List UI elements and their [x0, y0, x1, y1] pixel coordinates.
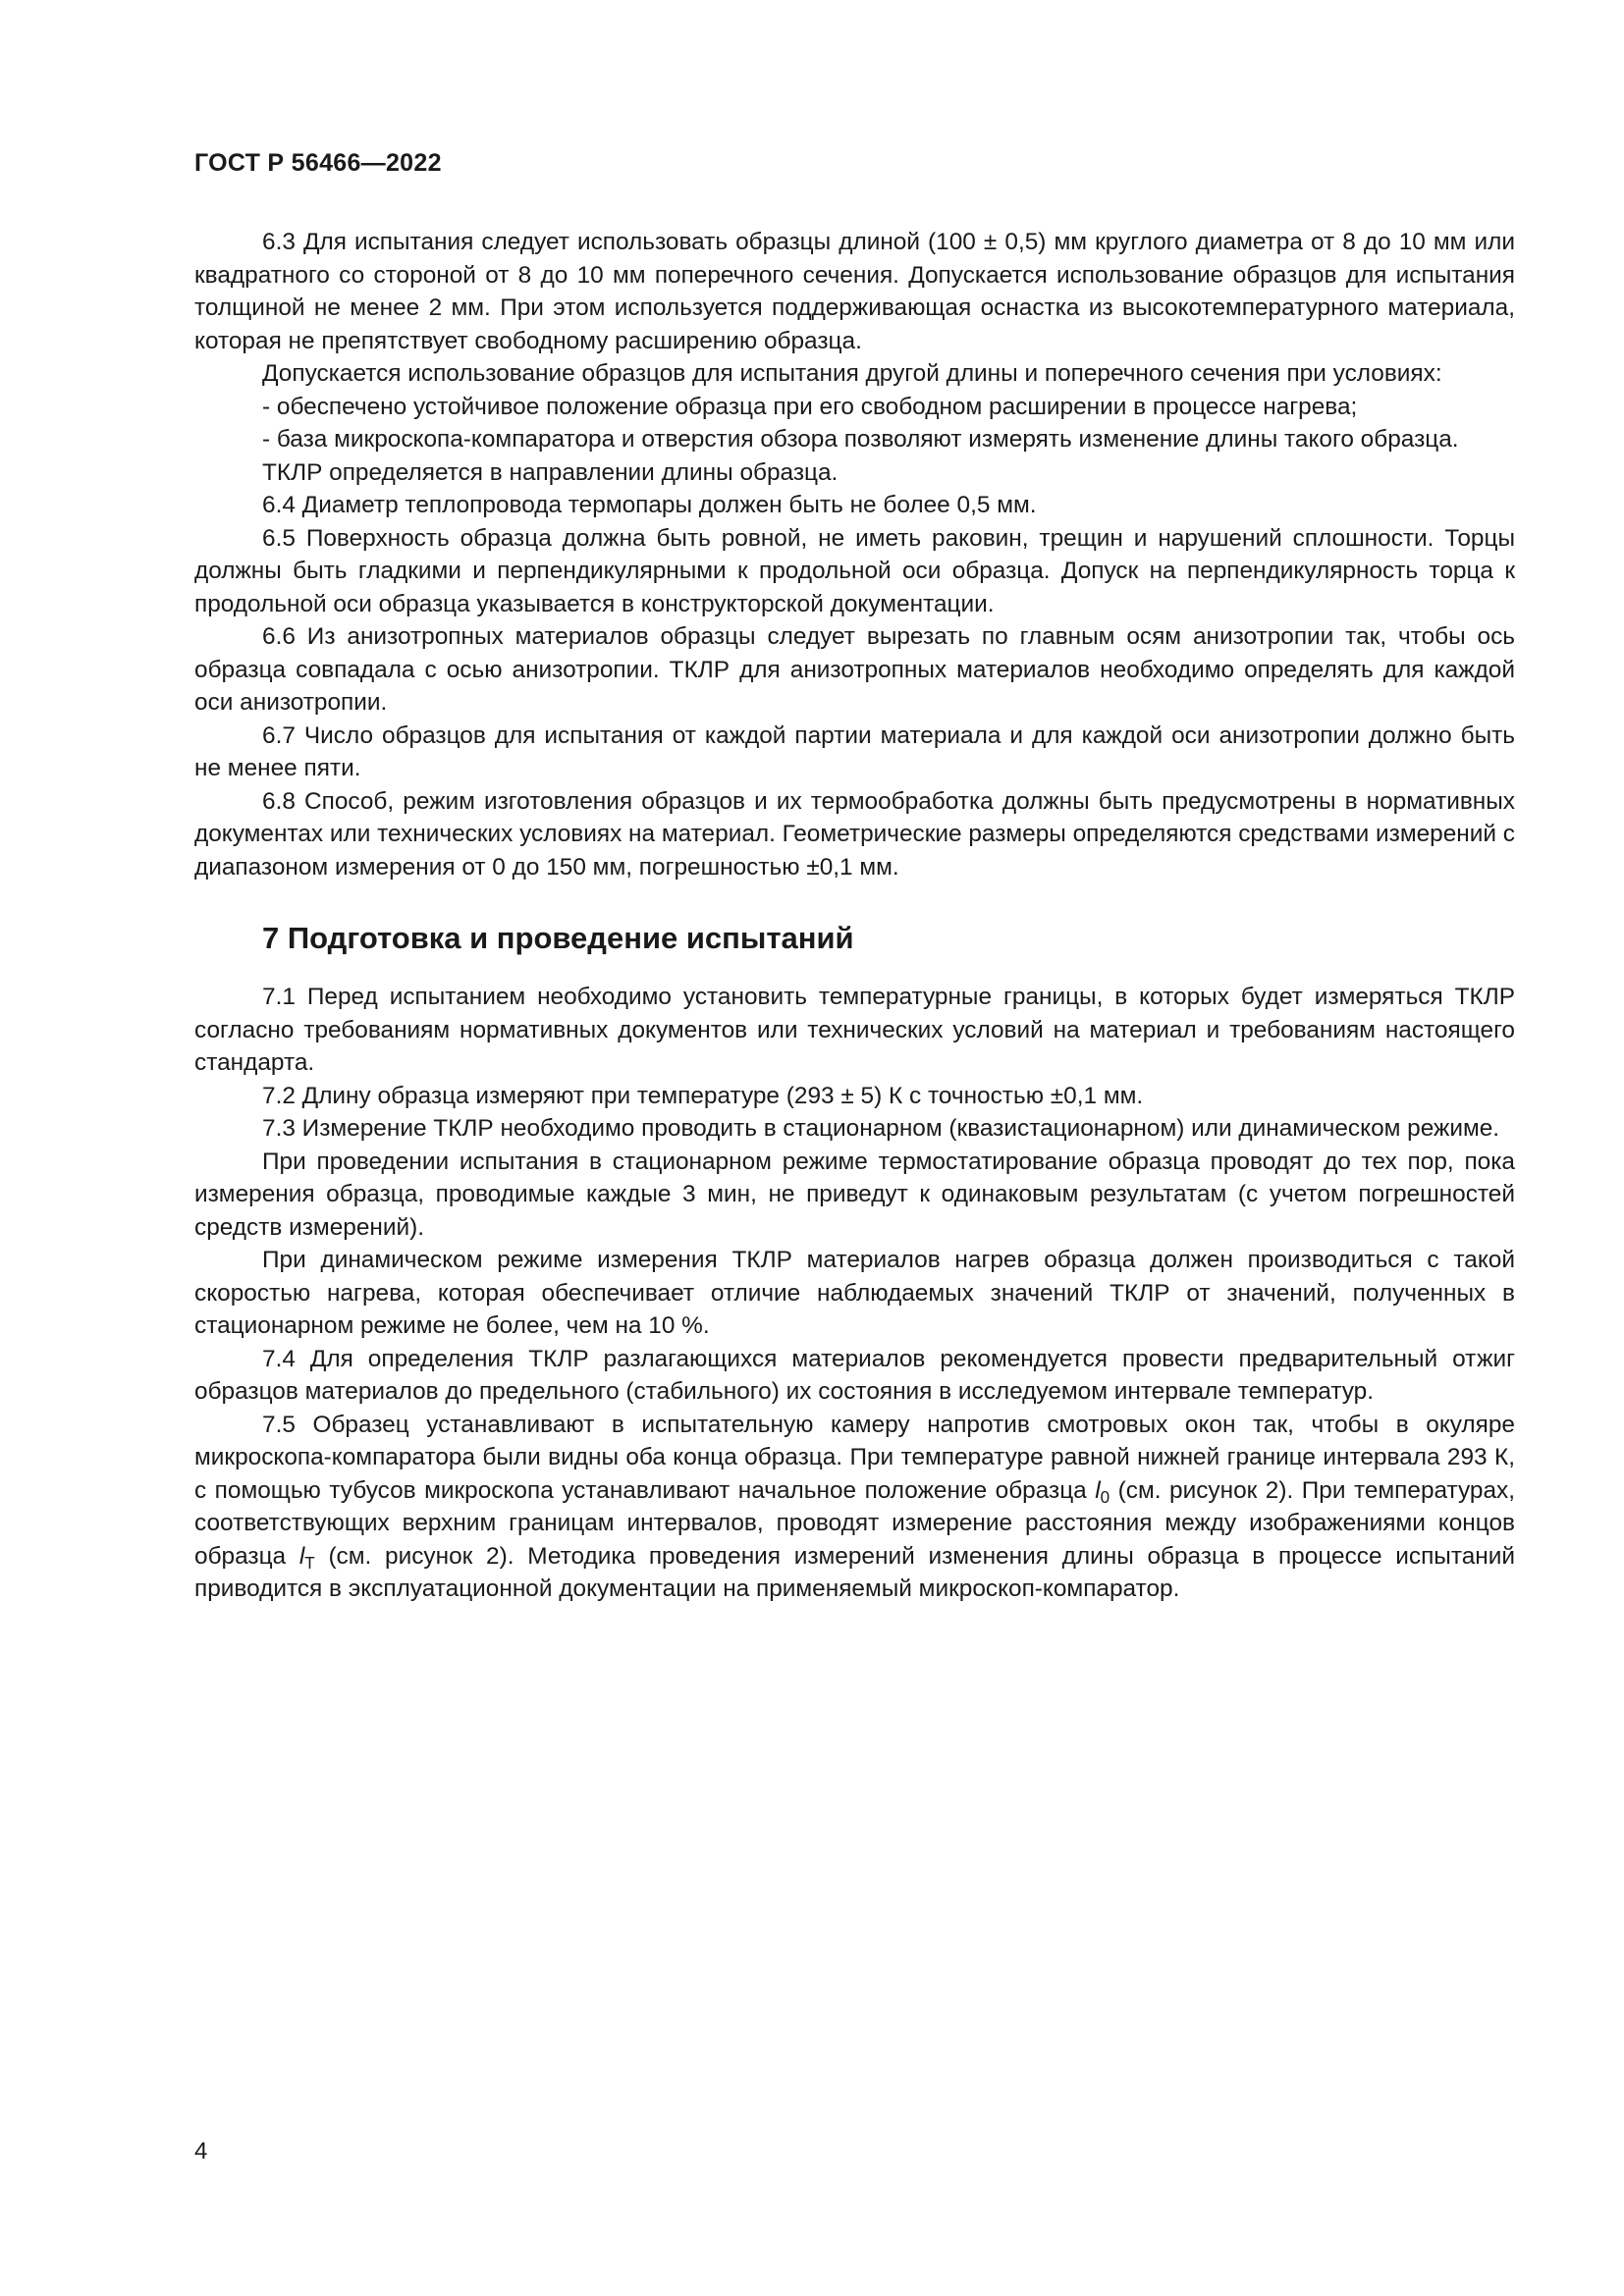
- paragraph-7-4: 7.4 Для определения ТКЛР разлагающихся материалов рекомендуется провести предварительный отжиг образцов материалов до предельного (стабильного) их состояния в исследуемом интервале температур.: [194, 1345, 1515, 1405]
- symbol-l-initial: l: [1095, 1476, 1101, 1504]
- paragraph-6-4: 6.4 Диаметр теплопровода термопары должен быть не более 0,5 мм.: [262, 492, 1037, 518]
- list-item-stable-position: - обеспечено устойчивое положение образца при его свободном расширении в процессе нагрева;: [262, 393, 1358, 420]
- paragraph-7-5: [194, 1409, 1515, 1606]
- paragraph-7-5-part-c: (см. рисунок 2). Методика проведения измерений изменения длины образца в процессе испытаний приводится в эксплуатационной документации на применяемый микроскоп-компаратор.: [194, 1542, 1515, 1602]
- subscript-t: T: [304, 1553, 315, 1573]
- paragraph-7-3: 7.3 Измерение ТКЛР необходимо проводить в стационарном (квазистационарном) или динамическом режиме.: [262, 1115, 1500, 1142]
- paragraph-6-8: 6.8 Способ, режим изготовления образцов и их термообработка должны быть предусмотрены в нормативных документах или технических условиях на материал. Геометрические размеры определяются средствами измерений с диапазоном измерения от 0 до 150 мм, погрешностью ±0,1 мм.: [194, 787, 1515, 881]
- document-code-header: ГОСТ Р 56466—2022: [194, 149, 442, 177]
- page-number: 4: [194, 2138, 208, 2164]
- paragraph-7-3-dynamic: При динамическом режиме измерения ТКЛР материалов нагрев образца должен производиться с такой скоростью нагрева, которая обеспечивает отличие наблюдаемых значений ТКЛР от значений, полученных в стационарном режиме не более, чем на 10 %.: [194, 1247, 1515, 1339]
- section-7-heading: 7 Подготовка и проведение испытаний: [262, 921, 854, 955]
- paragraph-7-5-part-a: 7.5 Образец устанавливают в испытательную камеру напротив смотровых окон так, чтобы в окуляре микроскопа-компаратора были видны оба конца образца. При температуре равной нижней границе интервала 293 К, с помощью тубусов микроскопа устанавливают начальное положение образца: [194, 1411, 1515, 1504]
- document-page: [194, 0, 1515, 2296]
- paragraph-6-5: 6.5 Поверхность образца должна быть ровной, не иметь раковин, трещин и нарушений сплошности. Торцы должны быть гладкими и перпендикулярными к продольной оси образца. Допуск на перпендикулярность торца к продольной оси образца указывается в конструкторской документации.: [194, 524, 1515, 617]
- symbol-l-temperature: l: [298, 1542, 305, 1570]
- paragraph-7-1: 7.1 Перед испытанием необходимо установить температурные границы, в которых будет измеряться ТКЛР согласно требованиям нормативных документов или технических условий на материал и требованиям настоящего стандарта.: [194, 984, 1515, 1076]
- paragraph-6-6: 6.6 Из анизотропных материалов образцы следует вырезать по главным осям анизотропии так, чтобы ось образца совпадала с осью анизотропии. ТКЛР для анизотропных материалов необходимо определять для каждой оси анизотропии.: [194, 623, 1515, 716]
- paragraph-6-3-tklr-direction: ТКЛР определяется в направлении длины образца.: [262, 458, 839, 486]
- paragraph-6-3-allowance: Допускается использование образцов для испытания другой длины и поперечного сечения при условиях:: [262, 360, 1442, 387]
- paragraph-7-5-part-b: (см. рисунок 2). При температурах, соответствующих верхним границам интервалов, проводят измерение расстояния между изображениями концов образца: [194, 1476, 1516, 1570]
- paragraph-6-7: 6.7 Число образцов для испытания от каждой партии материала и для каждой оси анизотропии должно быть не менее пяти.: [194, 721, 1515, 781]
- list-item-microscope-base: - база микроскопа-компаратора и отверстия обзора позволяют измерять изменение длины такого образца.: [262, 426, 1459, 453]
- paragraph-7-2: 7.2 Длину образца измеряют при температуре (293 ± 5) К с точностью ±0,1 мм.: [262, 1082, 1144, 1109]
- paragraph-7-3-stationary: При проведении испытания в стационарном режиме термостатирование образца проводят до тех пор, пока измерения образца, проводимые каждые 3 мин, не приведут к одинаковым результатам (с учетом погрешностей средств измерений).: [194, 1148, 1515, 1241]
- body-text: [194, 226, 1515, 1606]
- subscript-zero: 0: [1100, 1487, 1110, 1507]
- paragraph-6-3: 6.3 Для испытания следует использовать образцы длиной (100 ± 0,5) мм круглого диаметра от 8 до 10 мм или квадратного со стороной от 8 до 10 мм поперечного сечения. Допускается использование образцов для испытания толщиной не менее 2 мм. При этом используется поддерживающая оснастка из высокотемпературного материала, которая не препятствует свободному расширению образца.: [194, 229, 1515, 354]
